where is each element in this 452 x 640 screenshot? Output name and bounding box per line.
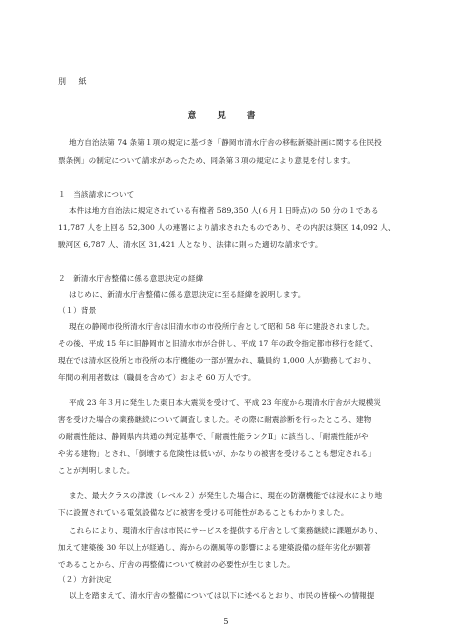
paragraph-line: であることから、庁舎の再整備について検討の必要性が生じました。: [58, 560, 295, 569]
paragraph-line: 平成 23 年３月に発生した東日本大震災を受けて、平成 23 年度から現清水庁舎が大規模災: [69, 398, 382, 407]
subsection-1-heading: （１）背景: [58, 306, 97, 315]
section-1-line: 11,787 人を上回る 52,300 人の連署により請求されたものであり、その内訳は葵区 14,092 人、: [58, 223, 396, 232]
paragraph-line: これらにより、現清水庁舎は市民にサービスを提供する庁舎として業務継続に課題があり、: [69, 526, 383, 535]
section-2-heading: ２ 新清水庁舎整備に係る意思決定の経緯: [58, 274, 204, 283]
paragraph-line: ことが判明しました。: [58, 466, 135, 475]
doc-label: 別 紙: [58, 77, 92, 86]
paragraph-line: 年間の利用者数は（職員を含めて）およそ 60 万人です。: [58, 373, 256, 382]
paragraph-line: また、最大クラスの津波（レベル２）が発生した場合に、現在の防潮機能では浸水により地: [69, 491, 383, 500]
paragraph-line: 現在では清水区役所と市役所の本庁機能の一部が置かれ、職員約 1,000 人が勤務しており、: [58, 356, 376, 365]
paragraph-line: の耐震性能は、静岡県内共通の判定基準で、「耐震性能ランクⅡ」に該当し、「耐震性能がや: [58, 432, 369, 441]
paragraph-line: や劣る建物」とされ、「倒壊する危険性は低いが、かなりの被害を受けることも想定される」: [58, 449, 376, 458]
section-2-intro: はじめに、新清水庁舎整備に係る意思決定に至る経緯を説明します。: [69, 290, 306, 299]
paragraph-line: 以上を踏まえて、清水庁舎の整備については以下に述べるとおり、市民の皆様への情報提: [69, 591, 375, 600]
paragraph-line: 加えて建築後 30 年以上が経過し、海からの潮風等の影響による建築設備の経年劣化が顕著: [58, 543, 371, 552]
paragraph-line: その後、平成 15 年に旧静岡市と旧清水市が合併し、平成 17 年の政令指定都市移行を経て、: [58, 339, 378, 348]
section-1-heading: １ 当該請求について: [58, 190, 135, 199]
intro-line: 票条例」の制定について請求があったため、同条第３項の規定により意見を付します。: [58, 156, 355, 165]
subsection-2-heading: （２）方針決定: [58, 575, 112, 584]
page-number: 5: [223, 617, 229, 626]
paragraph-line: 現在の静岡市役所清水庁舎は旧清水市の市役所庁舎として昭和 58 年に建設されました。: [69, 322, 375, 331]
doc-title: 意 見 書: [187, 111, 265, 121]
paragraph-line: 害を受けた場合の業務継続について調査しました。その際に耐震診断を行ったところ、建物: [58, 415, 372, 424]
intro-line: 地方自治法第 74 条第１項の規定に基づき「静岡市清水庁舎の移転新築計画に関する住民投: [69, 138, 382, 147]
section-1-line: 本件は地方自治法に規定されている有権者 589,350 人(６月１日時点)の 50 分の１である: [69, 206, 379, 215]
section-1-line: 駿河区 6,787 人、清水区 31,421 人となり、法律に則った適切な請求です。: [58, 240, 323, 249]
paragraph-line: 下に設置されている電気設備などに被害を受ける可能性があることもわかりました。: [58, 508, 349, 517]
